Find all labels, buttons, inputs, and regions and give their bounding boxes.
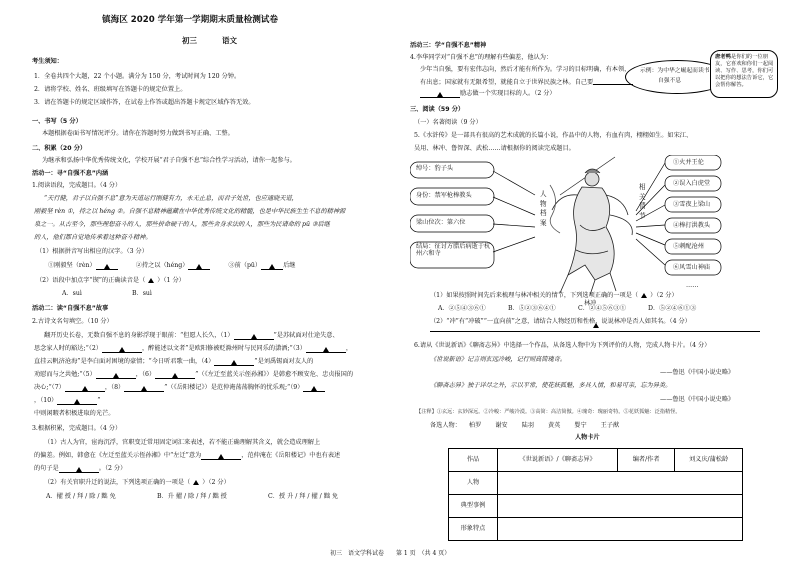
- plot-item: ④棒打洪教头: [673, 222, 711, 229]
- bubble-text: 自强不息: [658, 78, 682, 84]
- answer-triangle-icon: [76, 467, 82, 472]
- poem-text: ，（8）: [104, 384, 125, 391]
- candidates-row: [430, 422, 619, 430]
- quote-2: 《聊斋志异》独于详尽之外，示以平常，使花妖狐魅，多具人情，和易可亲，忘为异类。: [430, 382, 672, 389]
- question-5-cont: 吴用、林冲、鲁智深、武松……请根据你的阅读完成题目。: [414, 145, 575, 152]
- q3-sub1-line: [34, 452, 340, 460]
- pinyin-item: ②持之以（héng）: [135, 262, 189, 269]
- answer-triangle-icon: [148, 278, 154, 283]
- card-header: 编者/作者: [618, 449, 675, 472]
- profile-center-label: 人物档案: [540, 190, 547, 227]
- lin-chong-illustration: [550, 157, 632, 295]
- card-row-label: 人物: [449, 472, 498, 495]
- passage-line: “天行健，君子以自强不息”意为天道运行刚健有力，永无止息，而君子处世，也应通晓天道，: [44, 195, 298, 202]
- answer-triangle-icon: [113, 373, 119, 378]
- q3-text: （2）有关官职升迁的说法，下列选项正确的一项是（: [44, 479, 191, 486]
- answer-blank[interactable]: [303, 385, 325, 392]
- activity3-title: 活动三：学“自强不息”精神: [410, 42, 487, 49]
- notice-item: 2．请将学校、姓名、班级填写在答题卡的规定位置上。: [34, 86, 187, 93]
- plot-item: ⑤刺配沧州: [673, 243, 704, 250]
- answer-blank[interactable]: [201, 453, 241, 460]
- answer-blank[interactable]: [214, 359, 254, 366]
- profile-nickname: 绰号：豹子头: [416, 165, 454, 172]
- answer-blank[interactable]: [65, 385, 105, 392]
- sub-question-1: （1）根据拼音写出相应的汉字。（3 分）: [36, 248, 148, 255]
- tip-content: [715, 54, 775, 88]
- answer-blank[interactable]: [420, 91, 460, 98]
- poem-line: [44, 332, 339, 340]
- question-2: 2.古诗文名句填空。（10 分）: [32, 318, 113, 325]
- answer-triangle-icon: [231, 360, 237, 365]
- page-footer: 初三 语文学科试卷 第 1 页 （共 4 页）: [330, 550, 451, 557]
- answer-triangle-icon: [196, 264, 202, 269]
- poem-text: ”: [97, 397, 101, 404]
- candidate-name: 陆羽: [521, 422, 534, 429]
- card-row-label: 典型事例: [449, 495, 498, 518]
- card-header: 《世说新语》/《聊斋志异》: [498, 449, 618, 472]
- option-a[interactable]: A．②⑤④③⑥①: [438, 305, 486, 312]
- profile-rank: 梁山位次：第六位: [416, 219, 466, 226]
- answer-triangle-icon: [311, 386, 317, 391]
- option-d[interactable]: D．⑤②④⑥①③: [648, 305, 697, 312]
- passage-line: 的人，他们都自觉地传承着这种奋斗精神。: [34, 234, 152, 241]
- poem-text: ”（《左迁至蓝关示侄孙湘》）是韩愈不顾安危、忠贞报国的: [195, 371, 354, 378]
- answer-triangle-icon: [593, 323, 599, 328]
- notice-heading: 考生须知：: [32, 58, 63, 65]
- q3-text: ，范仲淹在《岳阳楼记》中也有表述: [241, 452, 341, 459]
- answer-triangle-icon: [82, 386, 88, 391]
- profile-ending: 结局：征讨方腊后病逝于杭州六和寺: [416, 243, 491, 258]
- card-answer-cell[interactable]: [498, 495, 743, 518]
- poem-text: 思念家人时的豁达;“（2）: [34, 345, 102, 352]
- answer-blank[interactable]: [188, 263, 210, 270]
- sub-question-2-end: ）（1 分）: [157, 277, 185, 284]
- plot-item: ②误入白虎堂: [673, 180, 711, 187]
- q4-text: 有出息；国家就有无限希望，就能自立于世界民族之林。: [420, 79, 575, 86]
- q5-sub1-text: （1）如果按照时间先后来梳理与林冲相关的情节，下列选项正确的一项是（: [430, 292, 639, 299]
- related-plots-label: 相关情节: [639, 183, 646, 220]
- poem-text: ，: [345, 345, 353, 352]
- option-a[interactable]: A．suì: [62, 290, 82, 297]
- passage-line: 刚毅坚 rèn ①，持之以 héng ②。自强不息精神蕴藏在中华优秀传统文化的精髓，也是中华民族生生不息的精神源: [34, 208, 346, 215]
- answer-blank[interactable]: [57, 398, 97, 405]
- answer-blank[interactable]: [155, 372, 195, 379]
- plot-item: ⑥风雪山神庙: [673, 264, 711, 271]
- candidate-name: 王子猷: [600, 422, 620, 429]
- exam-title: 镇海区 2020 学年第一学期期末质量检测试卷: [102, 15, 278, 25]
- answer-row: [48, 262, 295, 270]
- character-card: [448, 448, 743, 541]
- answer-triangle-icon: [218, 454, 224, 459]
- card-answer-cell[interactable]: [498, 472, 743, 495]
- q3-sub2-line: [44, 479, 230, 487]
- option-c[interactable]: C．②④⑤⑥③①: [578, 305, 627, 312]
- pinyin-item: ①刚毅坚（rèn）: [48, 262, 96, 269]
- answer-triangle-icon: [323, 347, 329, 352]
- question-1: 1.阅读语段，完成题目。（4 分）: [32, 182, 122, 189]
- plot-item-ellipsis: ……: [686, 282, 699, 289]
- question-6: 6.请从《世说新语》《聊斋志异》中选择一个作品，从备选人物中为下列评价的人物，完成人物卡片。（4 分）: [414, 342, 711, 349]
- question-5: 5.《水浒传》是一部具有很高的艺术成就的长篇小说，作品中的人物，有血有肉，栩栩如生。如宋江、: [414, 132, 693, 139]
- answer-line[interactable]: [430, 327, 760, 332]
- answer-triangle-icon: [193, 480, 199, 485]
- subject-label: 语文: [222, 36, 237, 45]
- tip-text: 是你们的一位朋友，它喜欢和你们一起阅读、写作、思考，你们可以把你的想法告诉它，它会帮你解答。: [715, 54, 774, 88]
- grade-label: 初三: [182, 36, 197, 45]
- answer-blank[interactable]: [234, 333, 274, 340]
- poem-line: 中则闲暇者积极进取的光芒。: [34, 410, 115, 417]
- answer-blank[interactable]: [261, 263, 283, 270]
- quote-2-source: ——鲁迅《中国小说史略》: [660, 396, 735, 403]
- candidates-label: 备选人物：: [430, 422, 461, 429]
- q3-text: 。（2 分）: [98, 465, 127, 472]
- poem-text: ”（《岳阳楼记》）是范仲淹荡荡胸怀的忧乐观;“（9）: [164, 384, 304, 391]
- candidate-name: 婴宁: [574, 422, 587, 429]
- poem-line: [34, 345, 352, 353]
- answer-blank[interactable]: [124, 385, 164, 392]
- question-4: 4.李华同学对“自强不息”的理解有些偏差，他认为：: [410, 54, 553, 61]
- poem-text: 劝慰而与之共勉;“（5）: [34, 371, 96, 378]
- poem-line: [34, 397, 101, 405]
- plot-item: ③雪夜上梁山: [673, 201, 711, 208]
- q3-text: 的偏差。例如，韩愈在《左迁至蓝关示侄孙湘》中“左迁”意为: [34, 452, 202, 459]
- card-header: 作品: [449, 449, 498, 472]
- profile-identity: 身份：禁军枪棒教头: [416, 192, 472, 199]
- bubble-text: 示例：为中华之崛起而读书: [640, 68, 710, 74]
- answer-triangle-icon: [437, 92, 443, 97]
- poem-text: ，（6）: [135, 371, 156, 378]
- answer-triangle-icon: [104, 264, 110, 269]
- q4-line: 少年当自强，要有宏伟志向，然后才能有所作为。学习的目标明确，有本领，: [420, 66, 631, 73]
- poem-text: ”是苏轼面对仕途失意、: [273, 332, 339, 339]
- poem-line: [34, 358, 313, 366]
- pinyin-item: 后继: [283, 262, 296, 269]
- sub-question-2-text: （2）语段中加点字“锲”的正确读音是（: [36, 277, 146, 284]
- q5-sub1-end: ）（2 分）: [650, 292, 678, 299]
- q3-text: ）（2 分）: [202, 479, 230, 486]
- answer-blank[interactable]: [59, 466, 99, 473]
- q5-sub1: [430, 292, 678, 300]
- answer-triangle-icon: [172, 373, 178, 378]
- sub-question-2: [36, 277, 185, 285]
- answer-blank[interactable]: [96, 263, 118, 270]
- section3-heading: 三、阅读（59 分）: [410, 106, 465, 113]
- figure-caption: 林冲: [584, 300, 597, 307]
- q4-text: 自己要: [574, 79, 594, 86]
- quote-1-source: ——鲁迅《中国小说史略》: [660, 369, 735, 376]
- question-3: 3.根据积累，完成题目。（4 分）: [32, 425, 122, 432]
- candidate-name: 黄英: [547, 422, 561, 429]
- card-title: 人物卡片: [575, 434, 600, 441]
- poem-text: ，醉能述以文者”是欧阳修被贬滁州时与民同乐的潇洒;“（3）: [141, 345, 306, 352]
- q3-text: 的句子是: [34, 465, 59, 472]
- poem-text: 决心;“（7）: [34, 384, 65, 391]
- plot-item: ①火并王伦: [673, 159, 704, 166]
- answer-triangle-icon: [251, 334, 257, 339]
- answer-blank[interactable]: [96, 372, 136, 379]
- section3-subheading: （一）名著阅读（9 分）: [414, 119, 482, 126]
- poem-text: ”是刘禹锡面对友人的: [254, 358, 314, 365]
- option-c[interactable]: C．授 升 / 拜 / 擢 / 黜 免: [268, 493, 339, 500]
- poem-text: ，（10）: [34, 397, 58, 404]
- option-b[interactable]: B．升 擢 / 除 / 拜 / 黜 授: [157, 493, 227, 500]
- passage-line: 泉之一。从古至今，那些理想奋斗的人，那些拼命硬干的人，那些舍身求法的人，那些为民请命的 pū ③后继: [34, 221, 330, 228]
- connector-line: [493, 171, 535, 252]
- activity1-title: 活动一：寻“自强不息”内涵: [32, 170, 109, 177]
- q3-sub1-line: （1）古人为官，宦海沉浮，官职变迁常用固定词汇来表述，若不能正确理解其含义，就会造成理解上: [44, 439, 321, 446]
- poem-line: [34, 371, 353, 379]
- pinyin-item: ③前（pū）: [228, 262, 262, 269]
- option-a[interactable]: A．擢 授 / 拜 / 除 / 黜 免: [46, 493, 116, 500]
- poem-line: [34, 384, 325, 392]
- quote-1: 《世说新语》记言则玄远冷峻，记行则高简瑰奇。: [430, 356, 567, 363]
- answer-triangle-icon: [141, 386, 147, 391]
- option-b[interactable]: B．suì: [132, 290, 152, 297]
- section2-intro: 为继承和弘扬中华优秀传统文化，学校开展“君子自强不息”综合性学习活动，请你一起参与。: [42, 157, 296, 164]
- answer-triangle-icon: [74, 399, 80, 404]
- notice-item: 3．请在答题卡的规定区域作答，在试卷上作答或超出答题卡规定区域作答无效。: [34, 99, 255, 106]
- option-b[interactable]: B．⑤②③⑥④①: [508, 305, 556, 312]
- answer-triangle-icon: [641, 293, 647, 298]
- profile-diagram: [410, 155, 770, 300]
- tip-box: [710, 50, 778, 98]
- poem-text: 直挂云帆济沧海”是李白面对困境的豪情；“今日听君歌一曲，（4）: [34, 358, 215, 365]
- q4-text: 励志做一个实现目标的人。（2 分）: [460, 90, 556, 97]
- gloss-note: 【注释】①玄远：玄妙深远。②冷峻：严峻冷漠。③高简：高洁简傲。④瑰奇：瑰丽奇特。⑤花妖狐魅：泛指精怪。: [416, 409, 681, 415]
- card-answer-cell[interactable]: [498, 518, 743, 541]
- card-row-label: 形象特点: [449, 518, 498, 541]
- q4-line: [420, 90, 556, 98]
- poem-text: 翻开历史长卷，无数自强不息的身影浮现于眼前：“但愿人长久，（1）: [44, 332, 234, 339]
- q4-line: [420, 78, 633, 87]
- answer-blank[interactable]: [102, 346, 142, 353]
- q5-sub2: （2）“冲”有“冲破”“一直向前”之意，请结合人物经历和性格，说说林冲是否人如其名。（4 分）: [430, 318, 691, 325]
- candidate-name: 柏罗: [468, 422, 482, 429]
- answer-triangle-icon: [119, 347, 125, 352]
- section1-text: 本题根据卷面书写情况评分。请你在答题时努力做到书写正确、工整。: [42, 130, 234, 137]
- answer-blank[interactable]: [306, 346, 346, 353]
- notice-item: 1．全卷共四个大题，22 个小题。满分为 150 分，考试时间为 120 分钟。: [34, 73, 241, 80]
- section2-heading: 二、积累（20 分）: [32, 145, 87, 152]
- activity2-title: 活动二：读“自强不息”故事: [32, 305, 109, 312]
- tip-title: 唐老鸭: [715, 54, 731, 60]
- section1-heading: 一、书写（5 分）: [32, 118, 82, 125]
- answer-triangle-icon: [269, 264, 275, 269]
- q3-sub1-line: [34, 465, 126, 473]
- card-header: 刘义庆/蒲松龄: [675, 449, 743, 472]
- candidate-name: 谢安: [495, 422, 508, 429]
